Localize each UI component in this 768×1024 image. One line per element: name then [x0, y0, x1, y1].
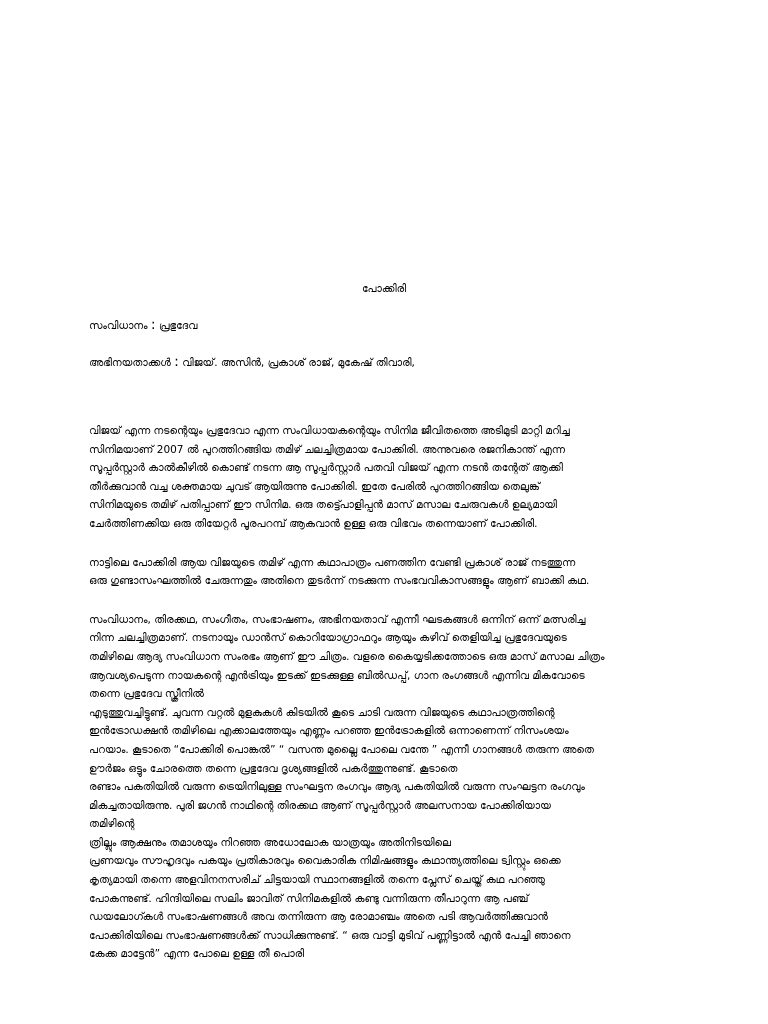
- director-separator: :: [150, 317, 156, 333]
- text-line: ഇൻട്രോഡക്ഷൻ തമിഴിലെ എക്കാലത്തേയും എണ്ണം പറഞ്ഞ ഇൻട്രോകളിൽ ഒന്നാണെന്ന് നിസംശയം: [89, 725, 569, 738]
- cast-line: [89, 354, 749, 371]
- text-line: കേക്ക മാട്ടേൻ” എന്ന പോലെ ഉള്ള തീ പൊരി: [89, 948, 305, 961]
- cast-value: വിജയ്. അസിൻ, പ്രകാശ് രാജ്, മുകേഷ് തിവാരി,: [182, 357, 415, 369]
- text-line: ചേർത്തിണക്കിയ ഒരു തിയേറ്റർ പൂരപറമ്പ് ആകവാൻ ഉള്ള ഒരു വിഭവം തന്നെയാണ് പോക്കിരി.: [89, 517, 538, 530]
- text-line: തമിഴിലെ ആദ്യ സംവിധാന സംരഭം ആണ് ഈ ചിത്രം. വളരെ കൈയ്യടിക്കത്തോടെ ഒരു മാസ് മസാല ചിത്രം: [89, 650, 605, 663]
- text-line: സിനിമയുടെ തമിഴ് പതിപ്പാണ് ഈ സിനിമ. ഒരു തട്ട്പൊളിപ്പൻ മാസ് മസാല ചേരുവകൾ ഉല്യമായി: [89, 499, 557, 512]
- director-line: [89, 317, 749, 334]
- text-line: തീർക്കുവാൻ വച്ച ശക്തമായ ചുവട് ആയിരുന്നു പോക്കിരി. ഇതേ പേരിൽ പുറത്തിറങ്ങിയ തെലുങ്ക്: [89, 480, 540, 493]
- text-line: വിജയ് എന്ന നടന്റെയും പ്രഭുദേവാ എന്ന സംവിധായകന്റെയും സിനിമ ജീവിതത്തെ അടിമുടി മാറ്റി മറിച്ച: [89, 425, 570, 437]
- paragraph-plot: [89, 554, 749, 591]
- text-line: നിന്ന ചലച്ചിത്രമാണ്. നടനായും ഡാൻസ് കൊറിയോഗ്രാഫറും ആയും കഴിവ് തെളിയിച്ച പ്രഭുദേവയുടെ: [89, 632, 567, 645]
- text-line: ഊർജം ഒട്ടും ചോരത്തെ തന്നെ പ്രഭുദേവ ദൃശ്യങ്ങളിൽ പകർത്തുന്നുണ്ട്. കൂടാതെ: [89, 762, 458, 775]
- text-line: ആവശ്യപെടുന്ന നായകന്റെ എൻട്രിയും ഇടക്ക് ഇടക്കുള്ള ബിൽഡപ്പ്, ഗാന രംഗങ്ങൾ എന്നിവ മികവോടെ: [89, 669, 585, 682]
- text-line: പ്രണയവും സൗഹൃദവും പകയും പ്രതികാരവും വൈകാരിക നിമിഷങ്ങളും കഥാന്ത്യത്തിലെ ട്വിസ്റ്റും ഒക്കെ: [89, 855, 561, 868]
- text-line: നാട്ടിലെ പോക്കിരി ആയ വിജയുടെ തമിഴ് എന്ന കഥാപാത്രം പണത്തിന വേണ്ടി പ്രകാശ് രാജ് നടത്തുന്ന: [89, 556, 576, 569]
- text-line: പോക്കിരിയിലെ സംഭാഷണങ്ങൾക്ക് സാധിക്കുന്നുണ്ട്. “ ഒരു വാട്ടി മുടിവ് പണ്ണിട്ടാൽ എൻ പേച്ചി ഞാനെ: [89, 929, 571, 942]
- text-line: തമിഴിന്റെ: [89, 818, 135, 831]
- text-line: രണ്ടാം പകതിയിൽ വരുന്ന ട്രെയിനിലുള്ള സംഘട്ടന രംഗവും ആദ്യ പകതിയിൽ വരുന്ന സംഘട്ടന രംഗവും: [89, 781, 585, 794]
- review-body: [89, 422, 749, 984]
- text-line: സംവിധാനം, തിരക്കഥ, സംഗീതം, സംഭാഷണം, അഭിനയതാവ് എന്നീ ഘടകങ്ങൾ ഒന്നിന് ഒന്ന് മത്സരിച്ച: [89, 613, 586, 626]
- cast-label: അഭിനയതാക്കൾ: [89, 357, 171, 369]
- text-line: എടുത്തുവച്ചിട്ടുണ്ട്. ചുവന്ന വറ്റൽ മുളകുകൾ കിടയിൽ കൂടെ ചാടി വരുന്ന വിജയുടെ കഥാപാത്രത്തിന്റെ: [89, 706, 555, 719]
- text-line: സൂപ്പർസ്റ്റാർ കാൽകീഴിൽ കൊണ്ട് നടന്ന ആ സൂപ്പർസ്റ്റാർ പതവി വിജയ് എന്ന നടൻ തന്റേത് ആക്കി: [89, 462, 563, 475]
- text-line: മികച്ചതായിരുന്നു. പുരി ജഗൻ നാഥിന്റെ തിരക്കഥ ആണ് സൂപ്പർസ്റ്റാർ അലസനായ പോക്കിരിയായ: [89, 799, 551, 812]
- text-line: ത്രില്ലും ആക്ഷനും തമാശയും നിറഞ്ഞ അധോലോക യാത്രയും അതിനിടയിലെ: [89, 836, 451, 849]
- text-line: പറയാം. കൂടാതെ “പോക്കിരി പൊങ്കൽ” “ വസന്ത മുല്ലൈ പോലെ വന്തേ ” എന്നീ ഗാനങ്ങൾ തരുന്ന അതെ: [89, 743, 594, 756]
- paragraph-analysis: [89, 611, 749, 964]
- director-value: പ്രഭുദേവ: [158, 320, 198, 332]
- document-title: പോക്കിരി: [361, 283, 407, 295]
- text-line: ഡയലോഗ്കൾ സംഭാഷണങ്ങൾ അവ തന്നിരുന്ന ആ രോമാഞ്ചം അതെ പടി ആവർത്തിക്കുവാൻ: [89, 911, 548, 924]
- text-line: ഒരു ഗുണ്ടാസംഘത്തിൽ ചേരുന്നതും അതിനെ തുടർന്ന് നടക്കുന്ന സംഭവവികാസങ്ങളും ആണ് ബാക്കി കഥ.: [89, 575, 590, 588]
- paragraph-intro: [89, 422, 749, 534]
- cast-separator: :: [174, 354, 179, 370]
- text-line: തന്നെ പ്രഭുദേവ സ്ക്രീനിൽ: [89, 688, 204, 701]
- director-label: സംവിധാനം: [89, 320, 148, 332]
- text-line: കൃത്യമായി തന്നെ അളവിനനസരിച് ചിട്ടയായി സ്ഥാനങ്ങളിൽ തന്നെ പ്ലേസ് ചെയ്ത് കഥ പറഞ്ഞു: [89, 874, 545, 887]
- text-line: പോകന്നുണ്ട്. ഹിന്ദിയിലെ സലിം ജാവിത് സിനിമകളിൽ കണ്ടു വന്നിരുന്ന തീപാറുന്ന ആ പഞ്ച്: [89, 892, 529, 905]
- text-line: സിനിമയാണ് 2007 ൽ പുറത്തിറങ്ങിയ തമിഴ് ചലച്ചിത്രമായ പോക്കിരി. അന്നുവരെ രജനികാന്ത് എന്ന: [89, 443, 565, 456]
